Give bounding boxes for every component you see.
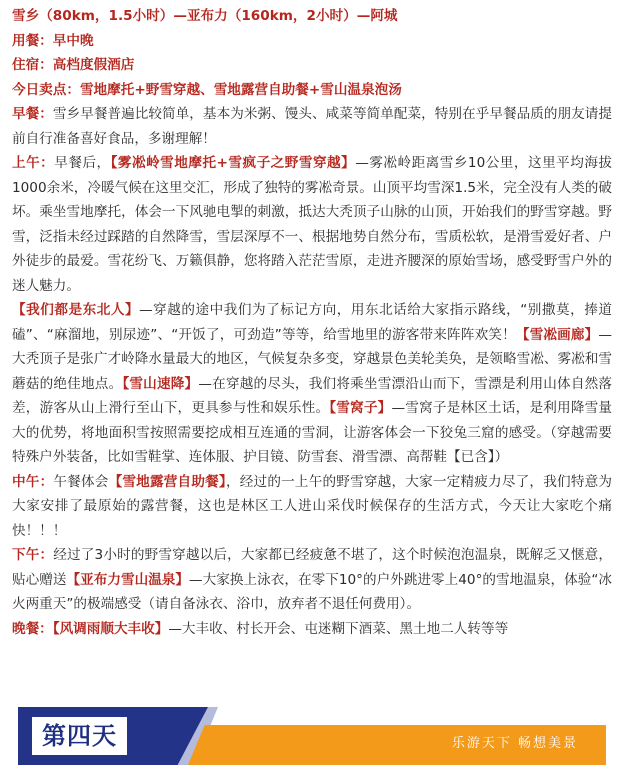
morning-text-4: —大秃顶子是张广才岭降水量最大的地区，气候复杂多变，穿越景色美轮美奂，是领略雪凇、雾凇和雪蘑菇的绝佳地点。 <box>12 326 612 392</box>
breakfast-section <box>12 102 612 151</box>
stay-value: 高档度假酒店 <box>52 57 135 73</box>
dinner-section <box>12 617 612 642</box>
afternoon-text-2: —大家换上泳衣，在零下10°的户外跳进零上40°的雪地温泉，体验“冰火两重天”的极端感受（请自备泳衣、浴巾，放弃者不退任何费用）。 <box>12 571 613 612</box>
noon-keyword-buffet: 【雪地露营自助餐】 <box>108 473 226 490</box>
morning-keyword-northeast: 【我们都是东北人】 <box>12 302 140 318</box>
itinerary-content <box>12 4 612 641</box>
morning-section <box>12 151 612 470</box>
banner-title: 第四天 <box>32 717 127 755</box>
dinner-keyword-harvest: 【风调雨顺大丰收】 <box>52 620 169 637</box>
morning-text-6: —雪窝子是林区土话，是利用降雪量大的优势，将地面积雪按照需要挖成相互连通的雪洞，让游客体会一下狡兔三窟的感受。（穿越需要特殊户外装备，比如雪鞋掌、连体服、护目镜、防雪套、滑雪漂、高帮鞋【已含】） <box>12 400 613 465</box>
route-line <box>12 4 612 29</box>
dinner-label: 晚餐： <box>12 620 53 637</box>
banner-slogan: 乐游天下 畅想美景 <box>451 736 578 751</box>
stay-line <box>12 53 612 78</box>
noon-label: 中午： <box>12 473 54 490</box>
morning-text-2: —雾凇岭距离雪乡10公里，这里平均海拔1000余米，冷暖气候在这里交汇，形成了独特的雾凇奇景。山顶平均雪深1.5米，完全没有人类的破坏。乘坐雪地摩托，体会一下风驰电掣的刺激，抵达大秃顶子山脉的山顶，开始我们的野雪穿越。野雪，泛指未经过踩踏的自然降雪，雪层深厚不一、根据地势自然分布，雪质松软，是滑雪爱好者、户外徒步的最爱。雪花纷飞、万籁俱静，您将踏入茫茫雪原，走进齐腰深的原始雪场，感受野雪户外的迷人魅力。 <box>12 155 613 294</box>
meals-line <box>12 29 612 54</box>
noon-text-1: 午餐体会 <box>53 473 109 490</box>
stay-label: 住宿： <box>12 57 53 73</box>
breakfast-text: 雪乡早餐普遍比较简单，基本为米粥、馒头、咸菜等简单配菜，特别在乎早餐品质的朋友请提前自行准备喜好食品，多谢理解！ <box>12 106 613 147</box>
morning-text-5: —在穿越的尽头，我们将乘坐雪漂沿山而下，雪漂是利用山体自然落差，游客从山上滑行至山下，更具参与性和娱乐性。 <box>12 375 613 416</box>
noon-text-2: ，经过的一上午的野雪穿越，大家一定精疲力尽了，我们特意为大家安排了最原始的露营餐，这也是林区工人进山采伐时候保存的生活方式，今天让大家吃个痛快！！！ <box>12 473 613 539</box>
dinner-text-1: —大丰收、村长开会、屯迷糊下酒菜、黑土地二人转等等 <box>168 620 509 637</box>
morning-label: 上午： <box>12 155 55 171</box>
afternoon-keyword-hot-spring: 【亚布力雪山温泉】 <box>66 571 190 588</box>
meals-value: 早中晚 <box>52 32 94 49</box>
morning-keyword-snow-nest: 【雪窝子】 <box>329 400 392 416</box>
morning-text-1: 早餐后， <box>54 155 111 171</box>
highlights-line <box>12 78 612 103</box>
morning-keyword-snowmobile: 【雾凇岭雪地摩托+雪疯子之野雪穿越】 <box>110 155 356 171</box>
highlights-label: 今日卖点： <box>12 81 80 98</box>
afternoon-text-1: 经过了3小时的野雪穿越以后，大家都已经疲惫不堪了，这个时候泡泡温泉，既解乏又惬意，贴心赠送 <box>12 547 612 588</box>
afternoon-section <box>12 543 612 617</box>
morning-keyword-gallery: 【雪凇画廊】 <box>515 326 599 343</box>
route-text: 雪乡（80km，1.5小时）—亚布力（160km，2小时）—阿城 <box>12 8 398 24</box>
day-four-banner <box>18 707 606 765</box>
morning-keyword-descent: 【雪山速降】 <box>122 375 199 392</box>
morning-text-3: —穿越的途中我们为了标记方向，用东北话给大家指示路线，“别撒莫，捧道磕”、“麻溜地，别尿迹”、“开饭了，可劲造”等等，给雪地里的游客带来阵阵欢笑！ <box>12 302 612 343</box>
highlights-value: 雪地摩托+野雪穿越、雪地露营自助餐+雪山温泉泡汤 <box>79 81 402 98</box>
breakfast-label: 早餐： <box>12 106 53 122</box>
meals-label: 用餐： <box>12 32 53 49</box>
afternoon-label: 下午： <box>12 547 54 563</box>
noon-section <box>12 470 612 544</box>
